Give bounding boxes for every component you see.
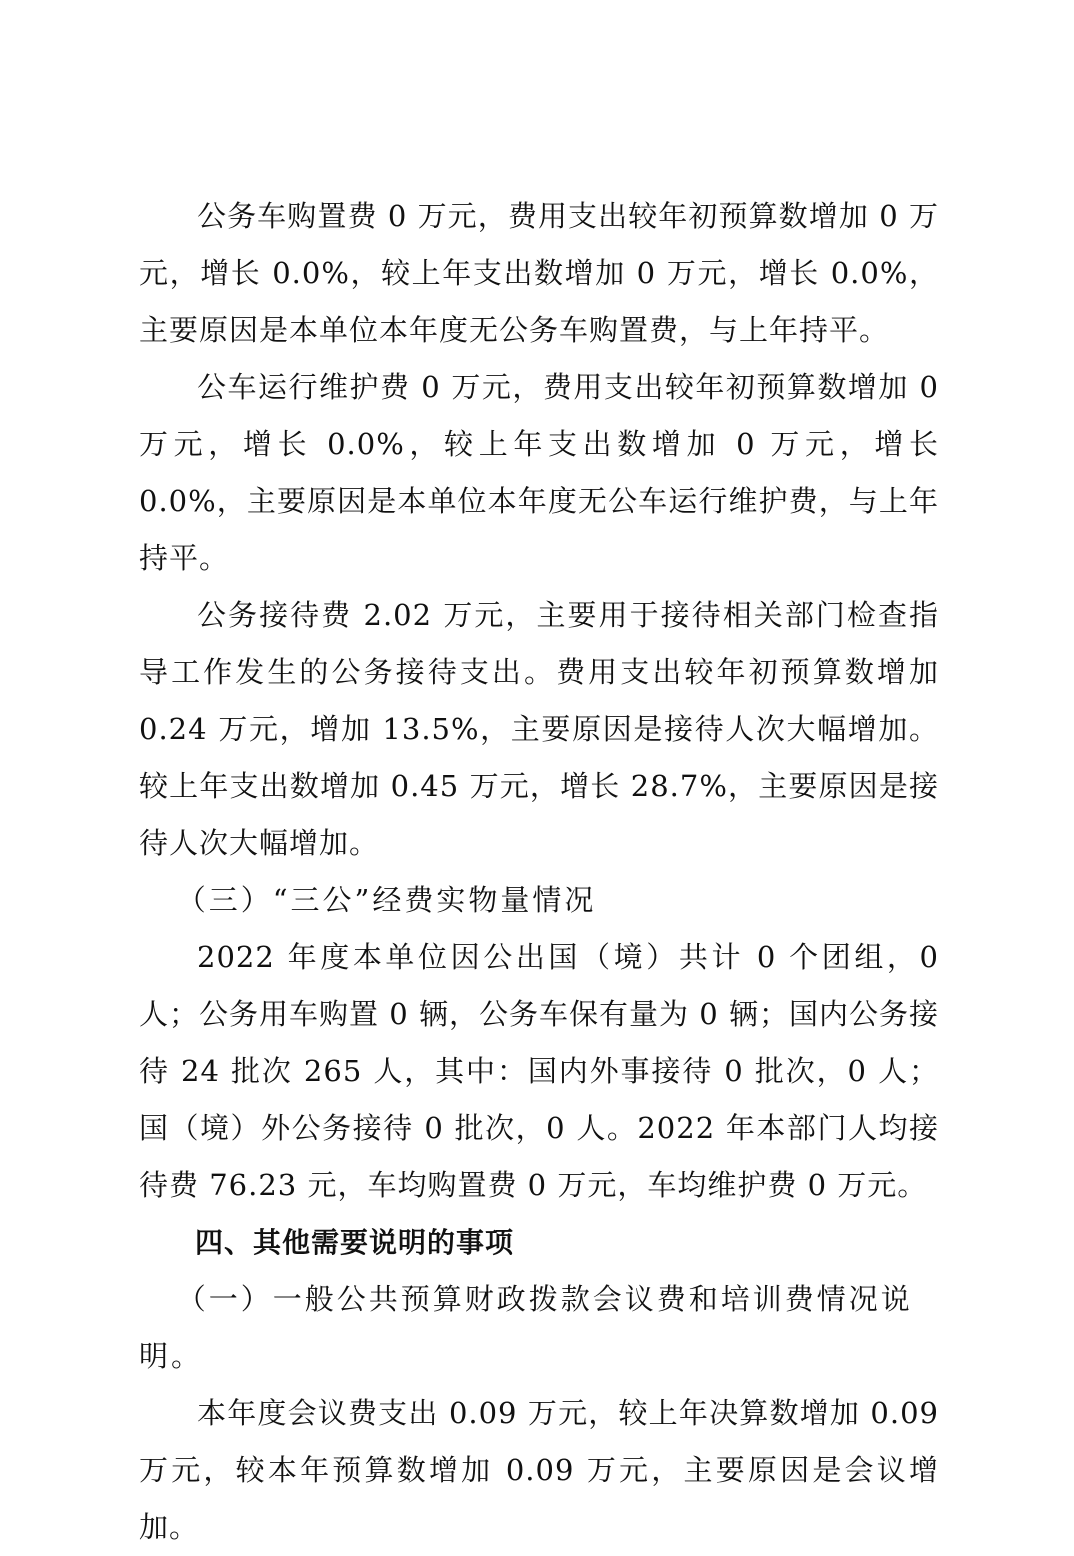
paragraph-reception-fee: 公务接待费 2.02 万元，主要用于接待相关部门检查指导工作发生的公务接待支出。费用支出较年初预算数增加 0.24 万元，增加 13.5%，主要原因是接待人次大幅增加。较上年支出数增加 0.45 万元，增长 28.7%，主要原因是接待人次大幅增加。 [139, 598, 939, 860]
subheading-meeting-training: （一）一般公共预算财政拨款会议费和培训费情况说明。 [139, 1282, 913, 1373]
paragraph-meeting-fee: 本年度会议费支出 0.09 万元，较上年决算数增加 0.09 万元，较本年预算数增加 0.09 万元，主要原因是会议增加。 [139, 1396, 939, 1544]
paragraph-physical-quantity: 2022 年度本单位因公出国（境）共计 0 个团组，0 人；公务用车购置 0 辆，公务车保有量为 0 辆；国内公务接待 24 批次 265 人，其中：国内外事接待 0 批次，0 人；国（境）外公务接待 0 批次，0 人。2022 年本部门人均接待费 76.23 元，车均购置费 0 万元，车均维护费 0 万元。 [139, 940, 939, 1202]
paragraph-vehicle-maintenance: 公车运行维护费 0 万元，费用支出较年初预算数增加 0 万元，增长 0.0%，较上年支出数增加 0 万元，增长 0.0%，主要原因是本单位本年度无公车运行维护费，与上年持平。 [139, 370, 939, 575]
subheading-physical-quantity: （三）“三公”经费实物量情况 [176, 883, 597, 917]
paragraph-vehicle-purchase: 公务车购置费 0 万元，费用支出较年初预算数增加 0 万元，增长 0.0%，较上年支出数增加 0 万元，增长 0.0%，主要原因是本单位本年度无公务车购置费，与上年持平。 [139, 199, 939, 347]
document-body [139, 188, 939, 1556]
section-heading-other-matters: 四、其他需要说明的事项 [195, 1226, 515, 1259]
